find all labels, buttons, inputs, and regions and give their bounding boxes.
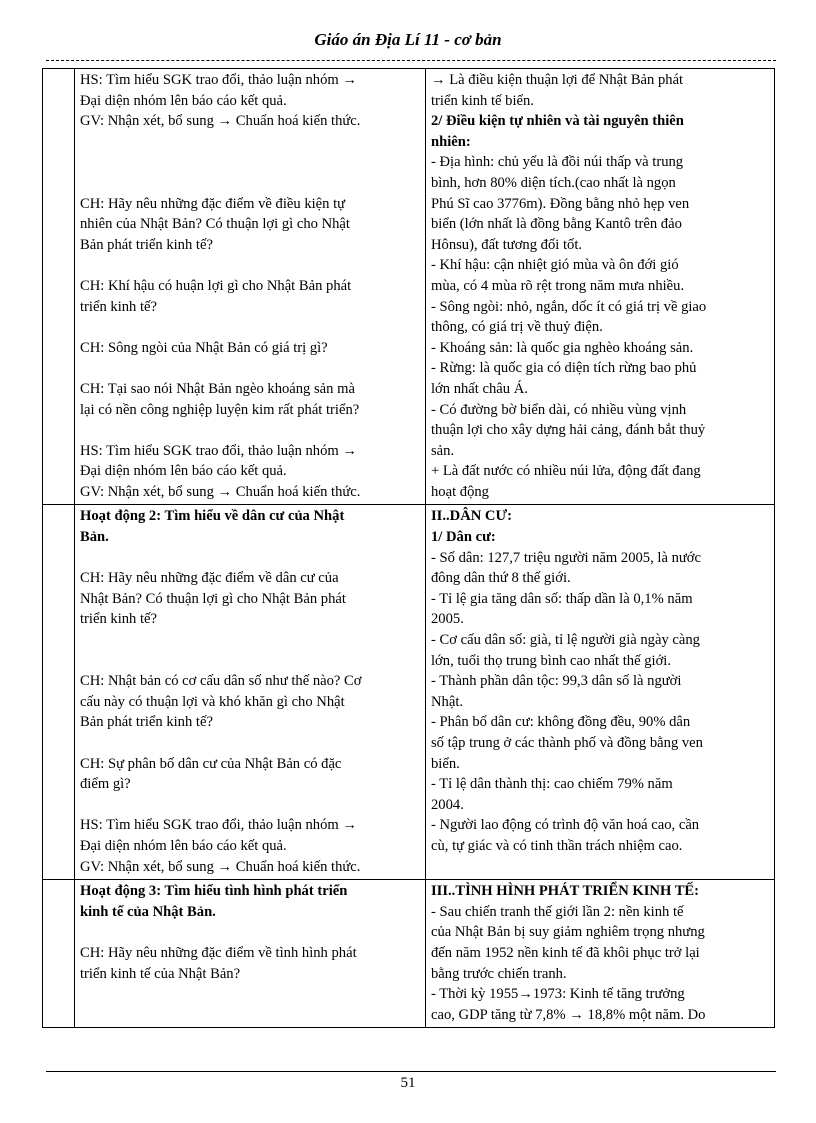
text-line: bình, hơn 80% diện tích.(cao nhất là ngọn [431, 174, 676, 191]
text-line: - Tỉ lệ gia tăng dân số: thấp dần là 0,1% năm [431, 590, 693, 607]
text-line: lớn, tuổi thọ trung bình cao nhất thế giới. [431, 652, 671, 669]
index-cell [43, 69, 75, 505]
text-line: GV: Nhận xét, bổ sung → Chuẩn hoá kiến thức. [80, 113, 361, 130]
text-line: CH: Hãy nêu những đặc điểm về dân cư của [80, 570, 339, 587]
text-line [80, 795, 421, 816]
text-line: hoạt động [431, 483, 489, 500]
text-line [80, 651, 421, 672]
text-line: - Phân bố dân cư: không đồng đều, 90% dân [431, 714, 691, 731]
text-line: - Địa hình: chủ yếu là đồi núi thấp và trung [431, 154, 684, 171]
text-line: lớn nhất châu Á. [431, 380, 528, 397]
text-line: CH: Sông ngòi của Nhật Bản có giá trị gì? [80, 339, 328, 356]
text-line [80, 173, 421, 194]
text-line: - Sau chiến tranh thế giới lần 2: nền kinh tế [431, 903, 684, 920]
text-line: lại có nền công nghiệp luyện kim rất phát triển? [80, 401, 360, 418]
text-line: kinh tế của Nhật Bản. [80, 903, 216, 920]
text-line: Đại diện nhóm lên báo cáo kết quả. [80, 463, 287, 480]
text-line: bằng trước chiến tranh. [431, 965, 567, 982]
text-line: - Sông ngòi: nhỏ, ngắn, dốc ít có giá trị về giao [431, 298, 707, 315]
text-line: của Nhật Bản bị suy giảm nghiêm trọng nhưng [431, 924, 705, 941]
text-line: cù, tự giác và có tinh thần trách nhiệm cao. [431, 837, 683, 854]
text-line [80, 317, 421, 338]
text-line: sản. [431, 442, 455, 459]
text-line: GV: Nhận xét, bổ sung → Chuẩn hoá kiến thức. [80, 858, 361, 875]
text-line [80, 922, 421, 943]
text-line: cao, GDP tăng từ 7,8% → 18,8% một năm. Do [431, 1006, 706, 1023]
text-line: Hônsu), đất tương đối tốt. [431, 236, 583, 253]
text-line: Hoạt động 2: Tìm hiểu về dân cư của Nhật [80, 508, 345, 525]
text-line [80, 152, 421, 173]
text-line: - Có đường bờ biển dài, có nhiều vùng vịnh [431, 401, 687, 418]
text-line: nhiên của Nhật Bản? Có thuận lợi gì cho Nhật [80, 216, 350, 233]
text-line: Đại diện nhóm lên báo cáo kết quả. [80, 92, 287, 109]
activity-cell [75, 880, 426, 1028]
text-line: - Thành phần dân tộc: 99,3 dân số là người [431, 673, 682, 690]
text-line: CH: Sự phân bố dân cư của Nhật Bản có đặc [80, 755, 342, 772]
text-line: Bản phát triển kinh tế? [80, 236, 213, 253]
text-line: thông, có giá trị về thuỷ điện. [431, 319, 603, 336]
text-line: HS: Tìm hiểu SGK trao đổi, thảo luận nhóm → [80, 72, 357, 88]
text-line: 2/ Điều kiện tự nhiên và tài nguyên thiên [431, 113, 684, 130]
text-line: - Khí hậu: cận nhiệt gió mùa và ôn đới gió [431, 257, 679, 274]
text-line: - Số dân: 127,7 triệu người năm 2005, là nước [431, 549, 701, 566]
text-line: HS: Tìm hiểu SGK trao đổi, thảo luận nhóm → [80, 817, 357, 834]
content-cell [426, 505, 775, 880]
text-line: III..TÌNH HÌNH PHÁT TRIỂN KINH TẾ: [431, 883, 700, 900]
text-line: biển. [431, 755, 460, 772]
footer-divider [46, 1071, 776, 1072]
text-line: - Tỉ lệ dân thành thị: cao chiếm 79% năm [431, 776, 673, 793]
text-line: - Khoáng sản: là quốc gia nghèo khoáng sản. [431, 339, 694, 356]
text-line: → Là điều kiện thuận lợi để Nhật Bản phát [431, 72, 684, 88]
text-line: Nhật Bản? Có thuận lợi gì cho Nhật Bản phát [80, 590, 346, 607]
text-line: CH: Hãy nêu những đặc điểm về điều kiện tự [80, 195, 346, 212]
table-row [43, 69, 775, 505]
activity-cell [75, 505, 426, 880]
text-line [80, 420, 421, 441]
text-line: triển kinh tế? [80, 611, 157, 628]
header-divider [46, 60, 776, 61]
text-line: - Cơ cấu dân số: già, tỉ lệ người già ngày càng [431, 632, 700, 649]
text-line: GV: Nhận xét, bổ sung → Chuẩn hoá kiến thức. [80, 483, 361, 500]
activity-cell [75, 69, 426, 505]
text-line [80, 255, 421, 276]
text-line: mùa, có 4 mùa rõ rệt trong năm mưa nhiều. [431, 277, 685, 294]
text-line: Bản phát triển kinh tế? [80, 714, 213, 731]
table-row [43, 880, 775, 1028]
content-cell [426, 880, 775, 1028]
index-cell [43, 880, 75, 1028]
text-line: 1/ Dân cư: [431, 529, 496, 546]
text-line: đến năm 1952 nền kinh tế đã khôi phục trở lại [431, 944, 700, 961]
text-line [80, 358, 421, 379]
text-line: CH: Nhật bản có cơ cấu dân số như thế nào? Cơ [80, 673, 362, 690]
text-line: Hoạt động 3: Tìm hiểu tình hình phát triển [80, 883, 348, 900]
text-line: - Rừng: là quốc gia có diện tích rừng bao phủ [431, 360, 697, 377]
text-line: II..DÂN CƯ: [431, 508, 512, 525]
text-line: HS: Tìm hiểu SGK trao đổi, thảo luận nhóm → [80, 442, 357, 459]
text-line: biển (lớn nhất là đồng bằng Kantô trên đảo [431, 216, 682, 233]
text-line: thuận lợi cho xây dựng hải cảng, đánh bắt thuỷ [431, 422, 706, 439]
text-line [80, 132, 421, 153]
text-line: Nhật. [431, 693, 464, 710]
index-cell [43, 505, 75, 880]
text-line: điểm gì? [80, 776, 131, 793]
text-line: - Người lao động có trình độ văn hoá cao, cần [431, 817, 700, 834]
text-line: CH: Khí hậu có huận lợi gì cho Nhật Bản phát [80, 277, 352, 294]
page-number: 51 [400, 1075, 416, 1091]
text-line: triển kinh tế của Nhật Bản? [80, 965, 241, 982]
text-line: Bản. [80, 529, 109, 546]
text-line: CH: Tại sao nói Nhật Bản ngèo khoáng sản mà [80, 380, 355, 397]
text-line: nhiên: [431, 133, 471, 150]
text-line: cấu này có thuận lợi và khó khăn gì cho Nhật [80, 693, 345, 710]
text-line: triển kinh tế biển. [431, 92, 534, 109]
text-line: - Thời kỳ 1955→1973: Kinh tế tăng trưởng [431, 986, 685, 1003]
text-line: 2005. [431, 611, 464, 628]
text-line: đông dân thứ 8 thế giới. [431, 570, 571, 587]
text-line: 2004. [431, 796, 464, 813]
text-line: triển kinh tế? [80, 298, 157, 315]
table-row [43, 505, 775, 880]
text-line [80, 733, 421, 754]
text-line [80, 630, 421, 651]
text-line [80, 548, 421, 569]
lesson-plan-table [42, 68, 775, 1028]
text-line: số tập trung ở các thành phố và đồng bằng ven [431, 735, 703, 751]
text-line: + Là đất nước có nhiều núi lửa, động đất đang [431, 463, 701, 480]
text-line: Phú Sĩ cao 3776m). Đồng bằng nhỏ hẹp ven [431, 195, 690, 212]
text-line: CH: Hãy nêu những đặc điểm về tình hình phát [80, 944, 357, 961]
content-cell [426, 69, 775, 505]
page-header-title: Giáo án Địa Lí 11 - cơ bản [314, 30, 502, 49]
text-line: Đại diện nhóm lên báo cáo kết quả. [80, 837, 287, 854]
